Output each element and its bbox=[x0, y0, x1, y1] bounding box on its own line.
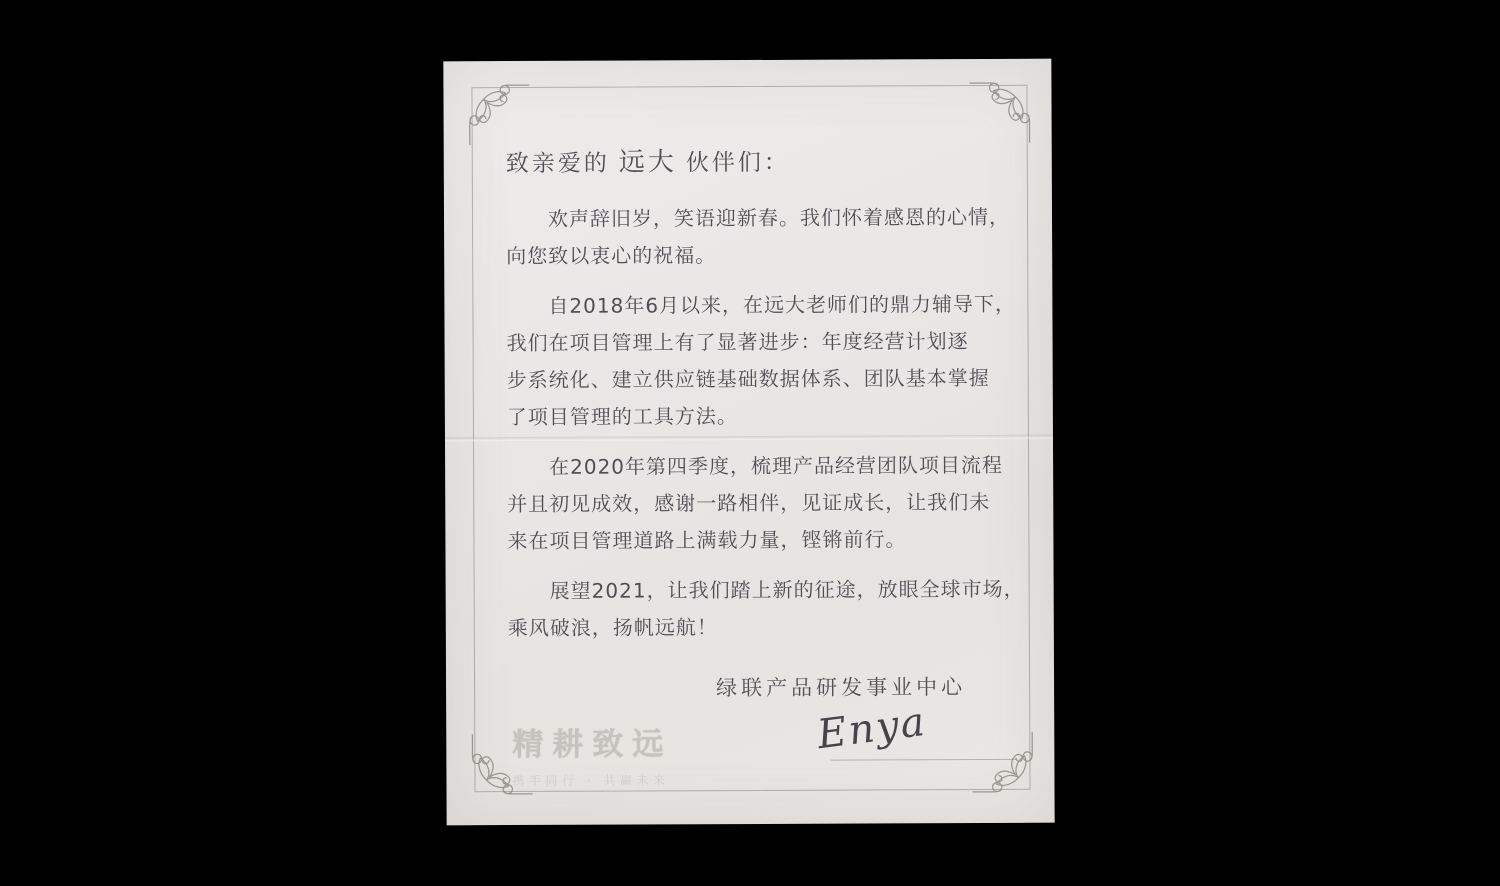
letter-line: 展望2021，让我们踏上新的征途，放眼全球市场， bbox=[549, 576, 1025, 603]
paragraph-greeting bbox=[506, 199, 1011, 275]
letter-line: 自2018年6月以来，在远大老师们的鼎力辅导下， bbox=[548, 291, 1017, 318]
letter-line: 在2020年第四季度，梳理产品经营团队项目流程 bbox=[549, 452, 1004, 479]
salutation-prefix: 致亲爱的 bbox=[505, 150, 610, 178]
salutation-company-name: 远大 bbox=[618, 147, 677, 178]
letter-line: 来在项目管理道路上满载力量，铿锵前行。 bbox=[507, 527, 907, 554]
salutation-suffix: 伙伴们： bbox=[685, 149, 790, 177]
letter-line: 我们在项目管理上有了显著进步：年度经营计划逐 bbox=[506, 329, 969, 356]
signature-enya: Enya bbox=[814, 698, 929, 759]
paragraph-progress bbox=[506, 286, 1017, 436]
paragraph-outlook-2021 bbox=[507, 571, 1025, 647]
letter-line: 步系统化、建立供应链基础数据体系、团队基本掌握 bbox=[506, 365, 990, 393]
watermark-title: 精耕致远 bbox=[512, 726, 673, 764]
letter-line: 了项目管理的工具方法。 bbox=[506, 404, 738, 430]
signoff-department: 绿联产品研发事业中心 bbox=[716, 675, 967, 701]
letter-line: 乘风破浪，扬帆远航！ bbox=[507, 615, 718, 641]
salutation bbox=[506, 143, 1006, 183]
letter-paper bbox=[443, 59, 1054, 826]
stationery-watermark bbox=[512, 718, 672, 789]
watermark-subtitle: 携手同行 · 共赢未来 bbox=[512, 773, 670, 789]
letter-line: 并且初见成效，感谢一路相伴，见证成长，让我们未 bbox=[507, 489, 991, 517]
letter-line: 向您致以衷心的祝福。 bbox=[506, 243, 717, 269]
letter-line: 欢声辞旧岁，笑语迎新春。我们怀着感恩的心情， bbox=[547, 204, 1011, 231]
letter-body bbox=[443, 59, 1054, 826]
paragraph-q4-results bbox=[507, 447, 1007, 560]
